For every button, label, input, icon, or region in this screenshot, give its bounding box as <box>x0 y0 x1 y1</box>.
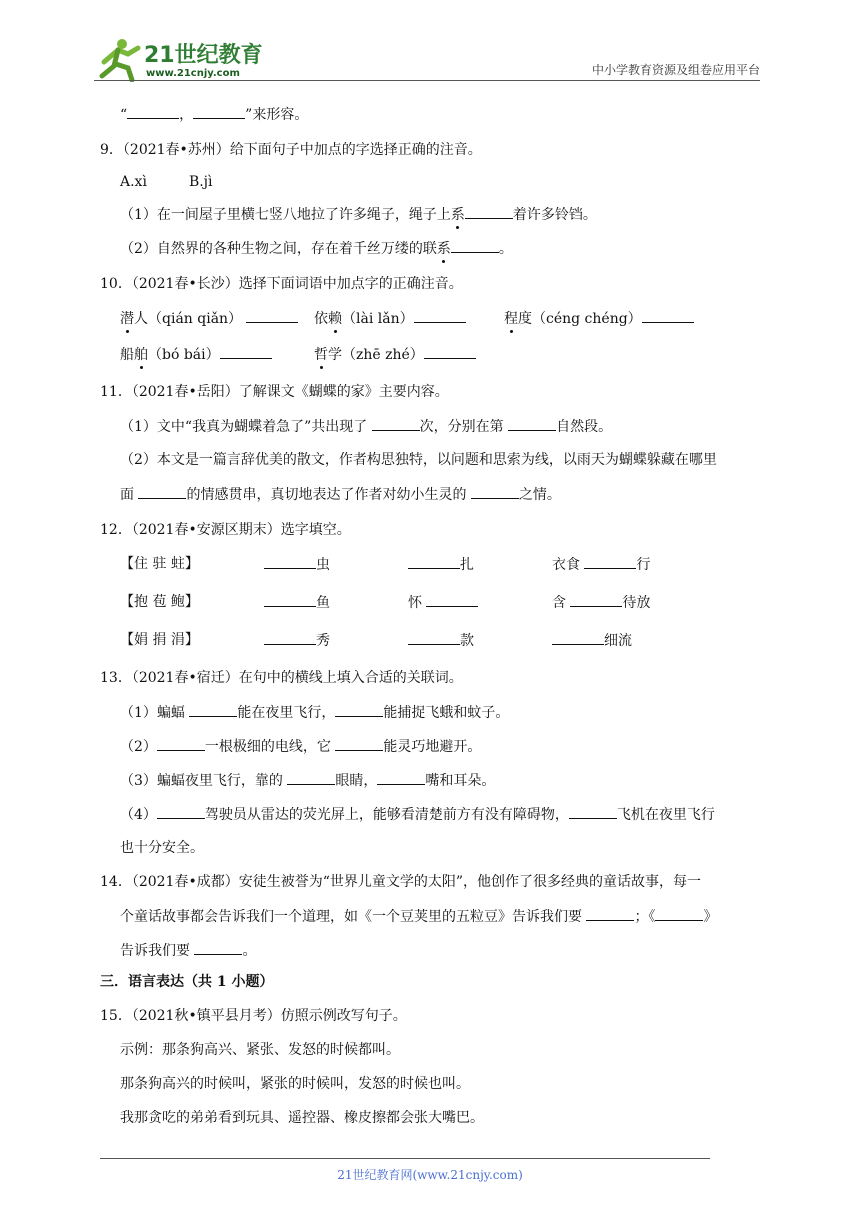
q14-line-3: 告诉我们要 。 <box>120 940 256 961</box>
blank <box>465 204 513 219</box>
blank <box>377 770 425 785</box>
blank <box>246 308 298 323</box>
q12-cell: 细流 <box>552 630 632 651</box>
q10-item-3: 程度（céng chéng） <box>504 308 694 329</box>
q14-line-1: 14．（2021春•成都）安徒生被誉为“世界儿童文学的太阳”，他创作了很多经典的童话故事，每一 <box>100 874 702 890</box>
q12-cell: 鱼 <box>264 592 330 613</box>
q13-sentence-3: （3）蝙蝠夜里飞行，靠的 眼睛， 嘴和耳朵。 <box>120 770 495 791</box>
blank <box>508 416 556 431</box>
q10-item-2: 依赖（lài lǎn） <box>314 308 466 329</box>
q13-stem: 13．（2021春•宿迁）在句中的横线上填入合适的关联词。 <box>100 670 463 686</box>
blank <box>138 484 186 499</box>
q11-sentence-2: （2）本文是一篇言辞优美的散文，作者构思独特，以问题和思索为线，以雨天为蝴蝶躲藏在哪里 <box>120 452 717 468</box>
site-logo <box>94 36 264 82</box>
q12-cell: 虫 <box>264 554 330 575</box>
blank <box>642 308 694 323</box>
footer-text: 21世纪教育网(www.21cnjy.com) <box>337 1168 523 1182</box>
blank <box>372 416 420 431</box>
q10-row-2: 船舶（bó bái） <box>120 344 272 365</box>
q9-stem: 9．（2021春•苏州）给下面句子中加点的字选择正确的注音。 <box>100 142 482 158</box>
q12-group-1: 【住 驻 蛀】 <box>120 556 199 572</box>
logo-url: www.21cnjy.com <box>146 68 240 79</box>
blank <box>127 104 179 119</box>
blank <box>426 592 478 607</box>
blank <box>584 554 636 569</box>
blank <box>264 554 316 569</box>
q11-sentence-3: 面 的情感贯串，真切地表达了作者对幼小生灵的 之情。 <box>120 484 561 505</box>
logo-text: 21世纪教育 <box>144 43 263 68</box>
q15-example-2: 那条狗高兴的时候叫，紧张的时候叫，发怒的时候也叫。 <box>120 1076 470 1092</box>
q15-example-1: 示例：那条狗高兴、紧张、发怒的时候都叫。 <box>120 1042 400 1058</box>
q8-continuation: “ ， ”来形容。 <box>120 104 308 125</box>
q15-question: 我那贪吃的弟弟看到玩具、遥控器、橡皮擦都会张大嘴巴。 <box>120 1110 484 1126</box>
blank <box>414 308 466 323</box>
blank <box>570 592 622 607</box>
q12-cell: 怀 <box>408 592 478 613</box>
blank <box>157 736 205 751</box>
q12-cell: 衣食 行 <box>552 554 650 575</box>
blank <box>189 702 237 717</box>
footer-divider <box>100 1158 710 1159</box>
q11-stem: 11．（2021春•岳阳）了解课文《蝴蝶的家》主要内容。 <box>100 384 449 400</box>
blank <box>220 344 272 359</box>
blank <box>264 630 316 645</box>
q10-item-5: 哲学（zhē zhé） <box>314 344 476 365</box>
q13-sentence-4-cont: 也十分安全。 <box>120 840 204 856</box>
q12-cell: 扎 <box>408 554 474 575</box>
q12-cell: 款 <box>408 630 474 651</box>
blank <box>287 770 335 785</box>
q9-sentence-2: （2）自然界的各种生物之间，存在着千丝万缕的联系 。 <box>120 238 513 259</box>
blank <box>552 630 604 645</box>
q14-line-2: 个童话故事都会告诉我们一个道理，如《一个豆荚里的五粒豆》告诉我们要 ；《 》 <box>120 906 717 927</box>
blank <box>408 630 460 645</box>
blank <box>451 238 499 253</box>
q12-group-3: 【娟 捐 涓】 <box>120 632 199 648</box>
blank <box>264 592 316 607</box>
blank <box>586 906 634 921</box>
blank <box>335 702 383 717</box>
blank <box>335 736 383 751</box>
q13-sentence-4: （4） 驾驶员从雷达的荧光屏上，能够看清楚前方有没有障碍物， 飞机在夜里飞行 <box>120 804 715 825</box>
blank <box>157 804 205 819</box>
blank <box>194 940 242 955</box>
q12-group-2: 【抱 苞 鲍】 <box>120 594 199 610</box>
blank <box>193 104 245 119</box>
q9-sentence-1: （1）在一间屋子里横七竖八地拉了许多绳子，绳子上系 着许多铃铛。 <box>120 204 597 225</box>
q12-cell: 含 待放 <box>552 592 650 613</box>
q9-options: A.xì B.jì <box>120 174 213 190</box>
q10-stem: 10．（2021春•长沙）选择下面词语中加点字的正确注音。 <box>100 276 463 292</box>
section-3-title: 三．语言表达（共 1 小题） <box>100 974 274 990</box>
q12-stem: 12．（2021春•安源区期末）选字填空。 <box>100 522 351 538</box>
blank <box>408 554 460 569</box>
platform-name: 中小学教育资源及组卷应用平台 <box>591 63 760 77</box>
q15-stem: 15．（2021秋•镇平县月考）仿照示例改写句子。 <box>100 1008 407 1024</box>
blank <box>569 804 617 819</box>
header-divider <box>94 80 760 81</box>
q12-cell: 秀 <box>264 630 330 651</box>
blank <box>471 484 519 499</box>
q13-sentence-2: （2） 一根极细的电线，它 能灵巧地避开。 <box>120 736 481 757</box>
q13-sentence-1: （1）蝙蝠 能在夜里飞行， 能捕捉飞蛾和蚊子。 <box>120 702 509 723</box>
blank <box>655 906 703 921</box>
q10-row-1: 潜人（qián qiǎn） <box>120 308 298 329</box>
blank <box>424 344 476 359</box>
runner-icon <box>102 39 138 80</box>
q11-sentence-1: （1）文中“我真为蝴蝶着急了”共出现了 次，分别在第 自然段。 <box>120 416 612 437</box>
